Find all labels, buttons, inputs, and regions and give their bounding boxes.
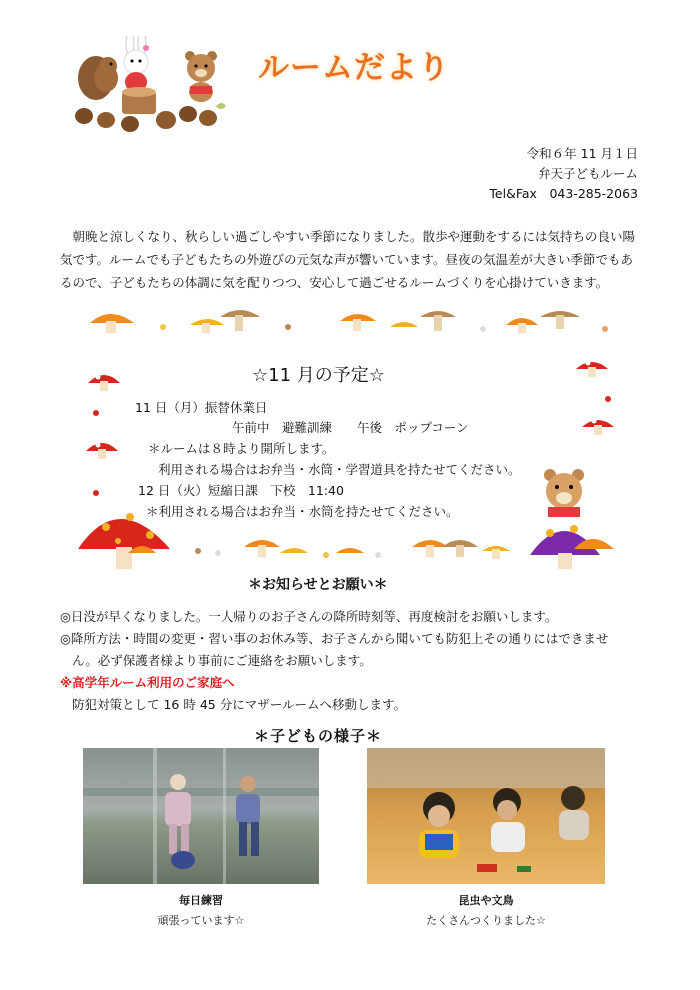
- intro-paragraph: 朝晩と涼しくなり、秋らしい過ごしやすい季節になりました。散歩や運動をするには気持ちの良い陽気です。ルームでも子どもたちの外遊びの元気な声が響いています。昼夜の気温差が大きい季節でもあるので、子どもたちの体調に気を配りつつ、安心して過ごせるルームづくりを心掛けていきます。: [60, 229, 636, 290]
- newsletter-title: ルームだより: [258, 50, 450, 86]
- big-red-mushroom: [78, 513, 170, 569]
- schedule-line: ＊利用される場合はお弁当・水筒を持たせてください。: [146, 504, 459, 519]
- mushroom-border-left: [86, 371, 120, 497]
- notices-title: ＊お知らせとお願い＊: [248, 577, 388, 593]
- kids-section-title: ＊子どもの様子＊: [254, 727, 383, 745]
- schedule-line: 午前中 避難訓練 午後 ポップコーン: [232, 420, 469, 435]
- photo-caption: たくさんつくりました☆: [426, 914, 546, 927]
- photo-caption: 頑張っています☆: [157, 914, 245, 927]
- mushroom-border-bottom: [195, 540, 510, 559]
- kids-playing-photo: [83, 748, 319, 884]
- mushroom-border-right: [576, 361, 614, 436]
- notice-item: ◎日没が早くなりました。一人帰りのお子さんの降所時刻等、再度検討をお願いします。: [60, 609, 558, 624]
- organization-name: 弁天子どもルーム: [537, 166, 638, 181]
- notice-item: ん。必ず保護者様より事前にご連絡をお願いします。: [72, 653, 372, 668]
- contact-tel-fax: Tel&Fax 043-285-2063: [489, 186, 638, 201]
- notice-item: ◎降所方法・時間の変更・習い事のお休み等、お子さんから聞いても防犯上その通りにはできませ: [60, 631, 609, 646]
- schedule-line: ＊ルームは８時より開所します。: [148, 441, 335, 456]
- schedule-line: 12 日（火）短縮日課 下校 11:40: [138, 483, 344, 498]
- notice-highlight: ※高学年ルーム利用のご家庭へ: [60, 675, 235, 690]
- mushroom-border-top: [90, 310, 608, 333]
- kids-crafting-photo: [367, 748, 605, 884]
- photo-caption: 毎日練習: [179, 894, 223, 907]
- animals-chestnut-illustration: [66, 36, 226, 136]
- issue-date: 令和６年 11 月１日: [526, 146, 638, 161]
- schedule-title: ☆11 月の予定☆: [252, 365, 385, 386]
- schedule-line: 11 日（月）振替休業日: [135, 400, 268, 415]
- schedule-line: 利用される場合はお弁当・水筒・学習道具を持たせてください。: [158, 462, 521, 477]
- bear-on-mushroom-illustration: [530, 469, 614, 569]
- photo-caption: 昆虫や文鳥: [458, 894, 514, 907]
- notice-highlight-detail: 防犯対策として 16 時 45 分にマザールームへ移動します。: [72, 697, 406, 712]
